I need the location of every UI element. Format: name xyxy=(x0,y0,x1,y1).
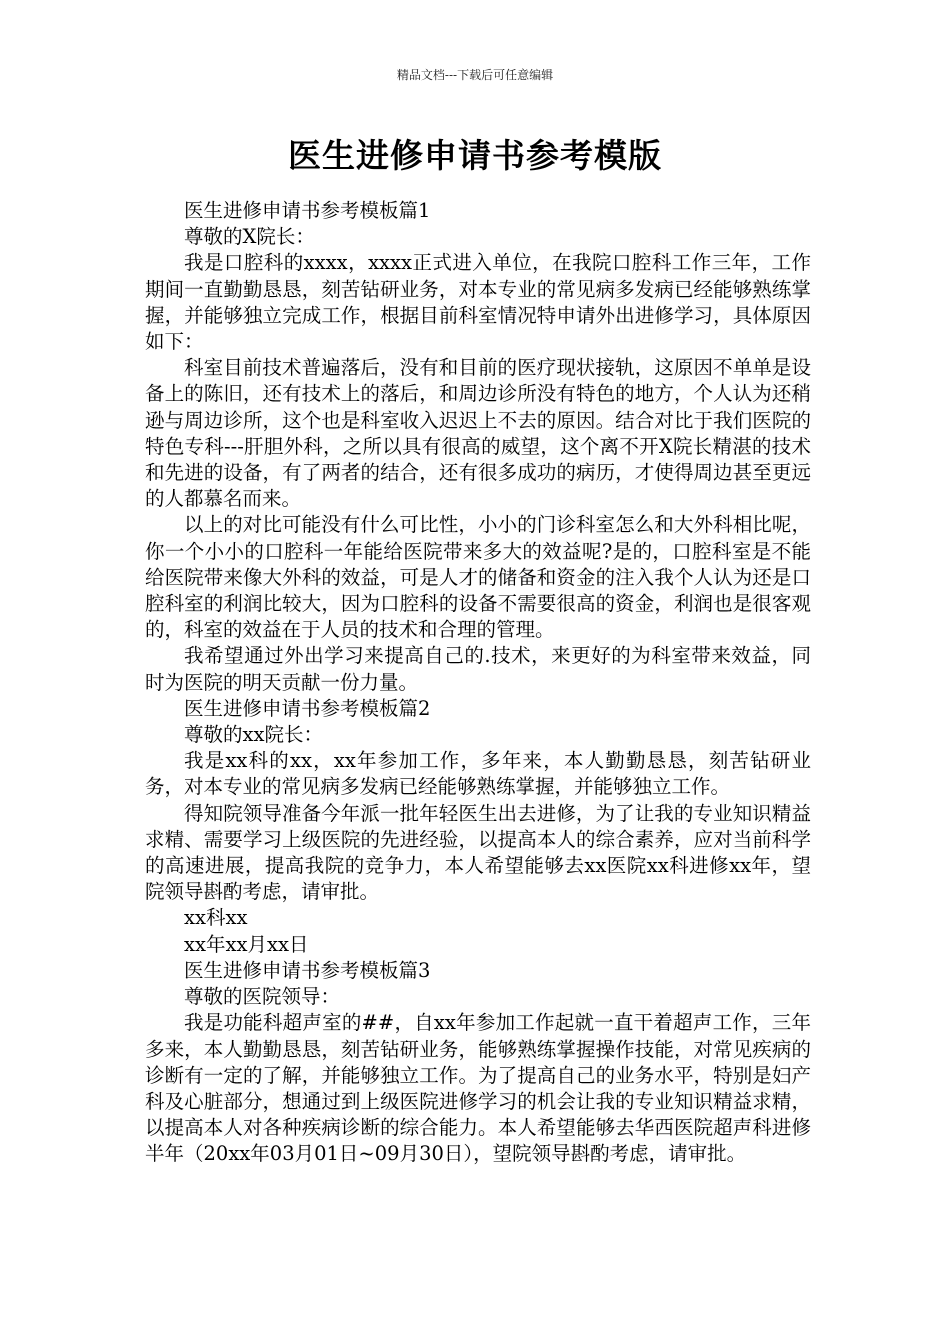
salutation-2: 尊敬的xx院长： xyxy=(184,723,323,747)
section-heading-3: 医生进修申请书参考模板篇3 xyxy=(184,958,431,982)
paragraph: 我是口腔科的xxxx，xxxx正式进入单位，在我院口腔科工作三年，工作期间一直勤勤恳恳，刻苦钻研业务，对本专业的常见病多发病已经能够熟练掌握，并能够独立完成工作，根据目前科室情况特申请外出进修学习，具体原因如下： xyxy=(145,251,811,354)
paragraph: 科室目前技术普遍落后，没有和目前的医疗现状接轨，这原因不单单是设备上的陈旧，还有技术上的落后，和周边诊所没有特色的地方，个人认为还稍逊与周边诊所，这个也是科室收入迟迟上不去的原因。结合对比于我们医院的特色专科---肝胆外科，之所以具有很高的威望，这个离不开X院长精湛的技术和先进的设备，有了两者的结合，还有很多成功的病历，才使得周边甚至更远的人都慕名而来。 xyxy=(145,356,811,511)
page-header: 精品文档---下载后可任意编辑 xyxy=(396,68,554,82)
signature-department: xx科xx xyxy=(184,906,248,930)
paragraph: 以上的对比可能没有什么可比性，小小的门诊科室怎么和大外科相比呢，你一个小小的口腔科一年能给医院带来多大的效益呢?是的，口腔科室是不能给医院带来像大外科的效益，可是人才的储备和资金的注入我个人认为还是口腔科室的利润比较大，因为口腔科的设备不需要很高的资金，利润也是很客观的，科室的效益在于人员的技术和合理的管理。 xyxy=(145,513,811,642)
salutation-1: 尊敬的X院长： xyxy=(184,225,315,249)
section-heading-2: 医生进修申请书参考模板篇2 xyxy=(184,696,431,720)
paragraph: 我是xx科的xx，xx年参加工作，多年来，本人勤勤恳恳，刻苦钻研业务，对本专业的常见病多发病已经能够熟练掌握，并能够独立工作。 xyxy=(145,749,811,799)
section-heading-1: 医生进修申请书参考模板篇1 xyxy=(184,199,431,222)
document-title: 医生进修申请书参考模版 xyxy=(288,136,662,175)
signature-date: xx年xx月xx日 xyxy=(184,932,309,956)
paragraph: 我是功能科超声室的##，自xx年参加工作起就一直干着超声工作，三年多来，本人勤勤恳恳，刻苦钻研业务，能够熟练掌握操作技能，对常见疾病的诊断有一定的了解，并能够独立工作。为了提高自己的业务水平，特别是妇产科及心脏部分，想通过到上级医院进修学习的机会让我的专业知识精益求精，以提高本人对各种疾病诊断的综合能力。本人希望能够去华西医院超声科进修半年（20xx年03月01日~09月30日），望院领导斟酌考虑，请审批。 xyxy=(145,1011,811,1166)
paragraph: 得知院领导准备今年派一批年轻医生出去进修，为了让我的专业知识精益求精、需要学习上级医院的先进经验，以提高本人的综合素养，应对当前科学的高速进展，提高我院的竞争力，本人希望能够去xx医院xx科进修xx年，望院领导斟酌考虑，请审批。 xyxy=(145,801,811,904)
paragraph: 我希望通过外出学习来提高自己的.技术，来更好的为科室带来效益，同时为医院的明天贡献一份力量。 xyxy=(145,644,811,694)
document-body xyxy=(145,198,811,1168)
salutation-3: 尊敬的医院领导： xyxy=(184,985,341,1009)
